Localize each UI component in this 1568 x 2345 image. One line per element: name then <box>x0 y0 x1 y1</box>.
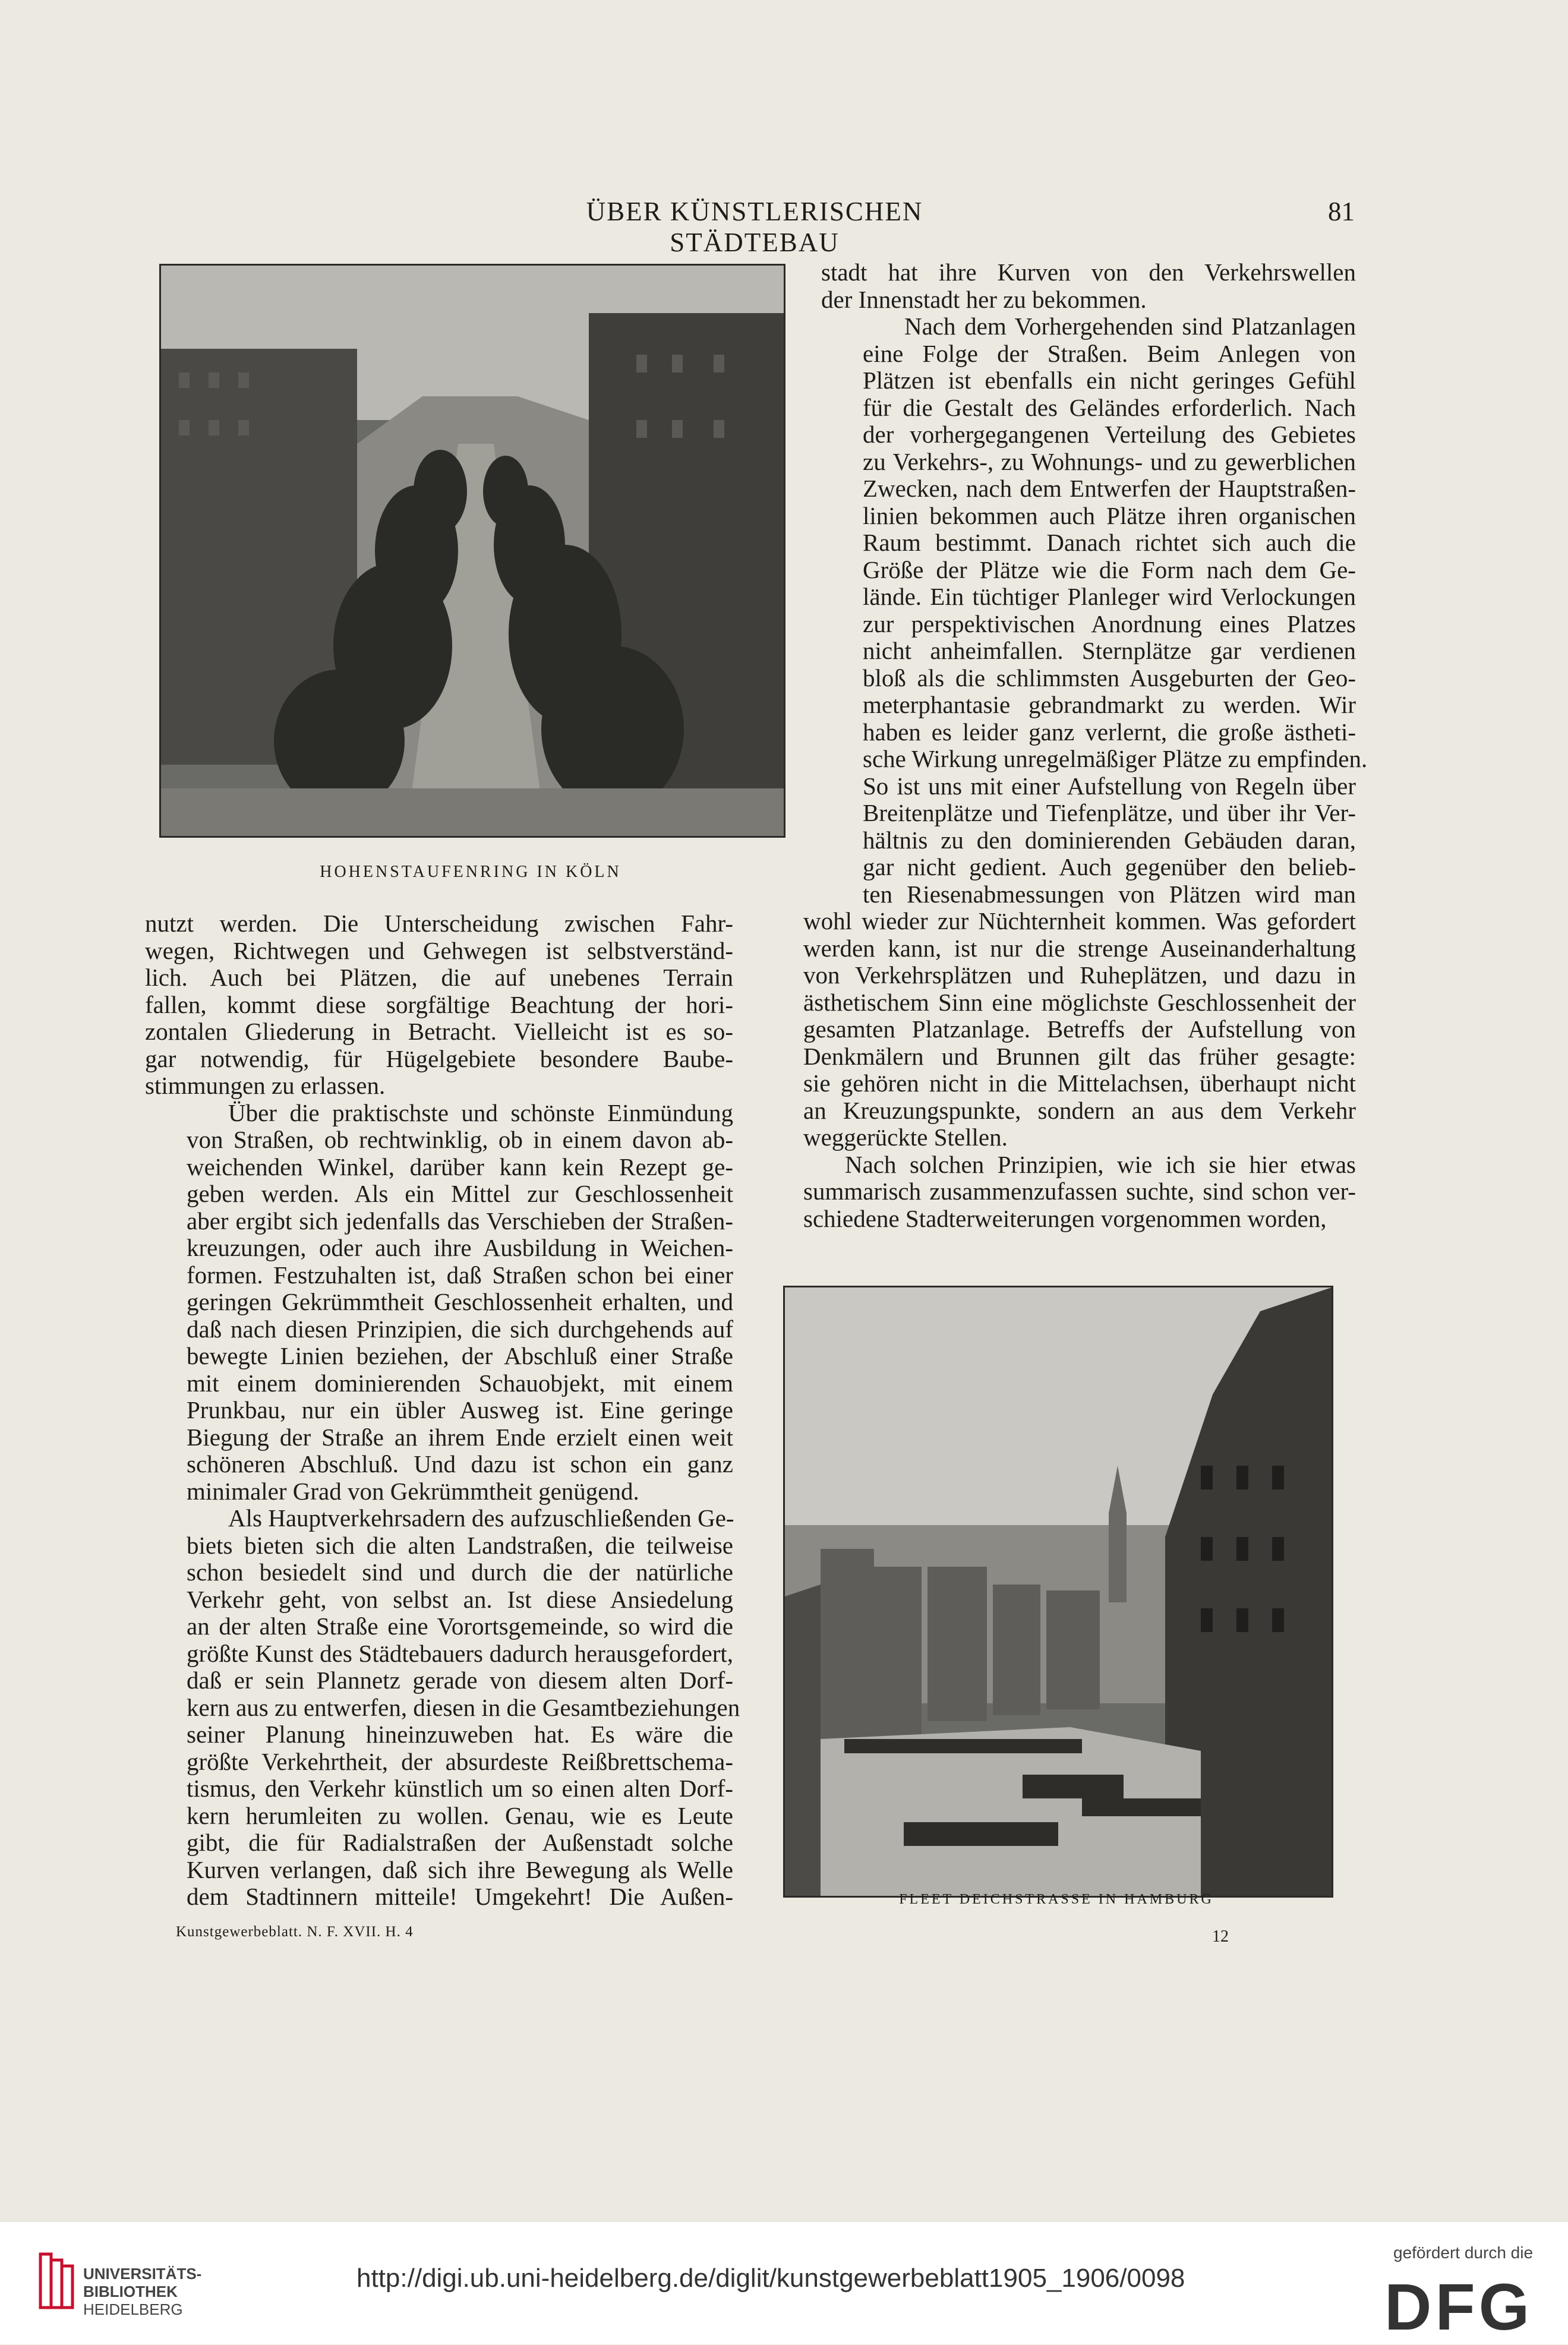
page-number: 81 <box>1328 197 1355 226</box>
figure-caption-cologne: HOHENSTAUFENRING IN KÖLN <box>320 863 621 881</box>
photo-hohenstaufenring <box>159 264 785 838</box>
permalink-url[interactable]: http://digi.ub.uni-heidelberg.de/diglit/kunstgewerbeblatt1905_1906/0098 <box>356 2264 1185 2293</box>
library-name: UNIVERSITÄTS- BIBLIOTHEK HEIDELBERG <box>83 2265 202 2318</box>
text-column-left <box>145 910 740 1911</box>
funding-label: gefördert durch die <box>1393 2243 1534 2262</box>
paragraph: Als Hauptverkehrsadern des aufzuschließenden Ge- biets bieten sich die alten Landstraßen, die teilweise schon besiedelt sind und durch die der natürliche Verkehr geht, von selbst an. Ist diese Ansiedelung an der alten Straße eine Vorortsgemeinde, so wird die größte Kunst des Städtebauers dadurch herausgefordert, daß er sein Plannetz gerade von diesem alten Dorf- kern aus zu entwerfen, diesen in die Gesamtbeziehungen seiner Planung hineinzuweben hat. Es wäre die größte Verkehrtheit, der absurdeste Reißbrettschema- tismus, den Verkehr künstlich um so einen alten Dorf- kern herumleiten zu wollen. Genau, wie es Leute gibt, die für Radialstraßen der Außenstadt solche Kurven verlangen, daß sich ihre Bewegung als Welle dem Stadtinnern mitteile! Umgekehrt! Die Außen- <box>187 1504 740 1910</box>
canal-photo-illustration <box>785 1287 1332 1896</box>
paragraph: Nach solchen Prinzipien, wie ich sie hier etwas summarisch zusammenzufassen suchte, sind schon ver- schiedene Stadterweiterungen vorgenommen worden, <box>803 1150 1356 1232</box>
paragraph: Über die praktischste und schönste Einmündung von Straßen, ob rechtwinklig, ob in einem davon ab- weichenden Winkel, darüber kann kein Rezept ge- geben werden. Als ein Mittel zur Geschlossenheit aber ergibt sich jedenfalls das Verschieben der Straßen- kreuzungen, oder auch ihre Ausbildung in Weichen- formen. Festzuhalten ist, daß Straßen schon bei einer geringen Gekrümmtheit Geschlossenheit erhalten, und daß nach diesen Prinzipien, die sich durchgehends auf bewegte Linien beziehen, der Abschluß einer Straße mit einem dominierenden Schauobjekt, mit einem Prunkbau, nur ein übler Ausweg ist. Eine geringe Biegung der Straße an ihrem Ende erzielt einen weit schöneren Abschluß. Und dazu ist schon ein ganz minimaler Grad von Gekrümmtheit genügend. <box>187 1099 733 1505</box>
paragraph: Nach dem Vorhergehenden sind Platzanlagen eine Folge der Straßen. Beim Anlegen von Plätzen ist ebenfalls ein nicht geringes Gefühl für die Gestalt des Geländes erforderlich. Nach der vorhergegangenen Verteilung des Gebietes zu Verkehrs-, zu Wohnungs- und zu gewerblichen Zwecken, nach dem Entwerfen der Hauptstraßen- linien bekommen auch Plätze ihren organischen Raum bestimmt. Danach richtet sich auch die Größe der Plätze wie die Form nach dem Ge- lände. Ein tüchtiger Planleger wird Verlockungen zur perspektivischen Anordnung eines Platzes nicht anheimfallen. Sternplätze gar verdienen bloß als die schlimmsten Ausgeburten der Geo- meterphantasie gebrandmarkt zu werden. Wir haben es leider ganz verlernt, die große ästheti- sche Wirkung unregelmäßiger Plätze zu empfinden. So ist uns mit einer Aufstellung von Regeln über Breitenplätze und Tiefenplätze, und über ihr Ver- hältnis zu den dominierenden Gebäuden daran, gar nicht gedient. Auch gegenüber den belieb- ten Riesenabmessungen von Plätzen wird man wohl wieder zur Nüchternheit kommen. Was gefordert werden kann, ist nur die strenge Auseinanderhaltung von Verkehrsplätzen und Ruheplätzen, und dazu in ästhetischem Sinn eine möglichste Geschlossenheit der gesamten Platzanlage. Betreffs der Aufstellung von Denkmälern und Brunnen gilt das früher gesagte: sie gehören nicht in die Mittelachsen, überhaupt nicht an Kreuzungspunkte, sondern an aus dem Verkehr weggerückte Stellen. <box>803 313 1368 1151</box>
dfg-logo: DFG <box>1384 2271 1534 2344</box>
library-logo-icon <box>36 2248 77 2314</box>
photo-fleet-deichstrasse <box>783 1286 1333 1898</box>
text-column-right-top <box>803 258 1368 1232</box>
paragraph: stadt hat ihre Kurven von den Verkehrswellen der Innenstadt her zu bekommen. <box>821 258 1356 313</box>
street-photo-illustration <box>161 266 784 836</box>
figure-caption-hamburg: FLEET DEICHSTRASSE IN HAMBURG <box>899 1892 1214 1907</box>
paragraph: nutzt werden. Die Unterscheidung zwischen Fahr- wegen, Richtwegen und Gehwegen ist selbstverständ- lich. Auch bei Plätzen, die auf unebenes Terrain fallen, kommt diese sorgfältige Beachtung der hori- zontalen Gliederung in Betracht. Vielleicht ist es so- gar notwendig, für Hügelgebiete besondere Baube- stimmungen zu erlassen. <box>145 910 733 1099</box>
footer-sheet-number: 12 <box>1212 1927 1229 1946</box>
footer-signature: Kunstgewerbeblatt. N. F. XVII. H. 4 <box>176 1924 414 1940</box>
running-title: ÜBER KÜNSTLERISCHEN STÄDTEBAU <box>586 197 923 257</box>
